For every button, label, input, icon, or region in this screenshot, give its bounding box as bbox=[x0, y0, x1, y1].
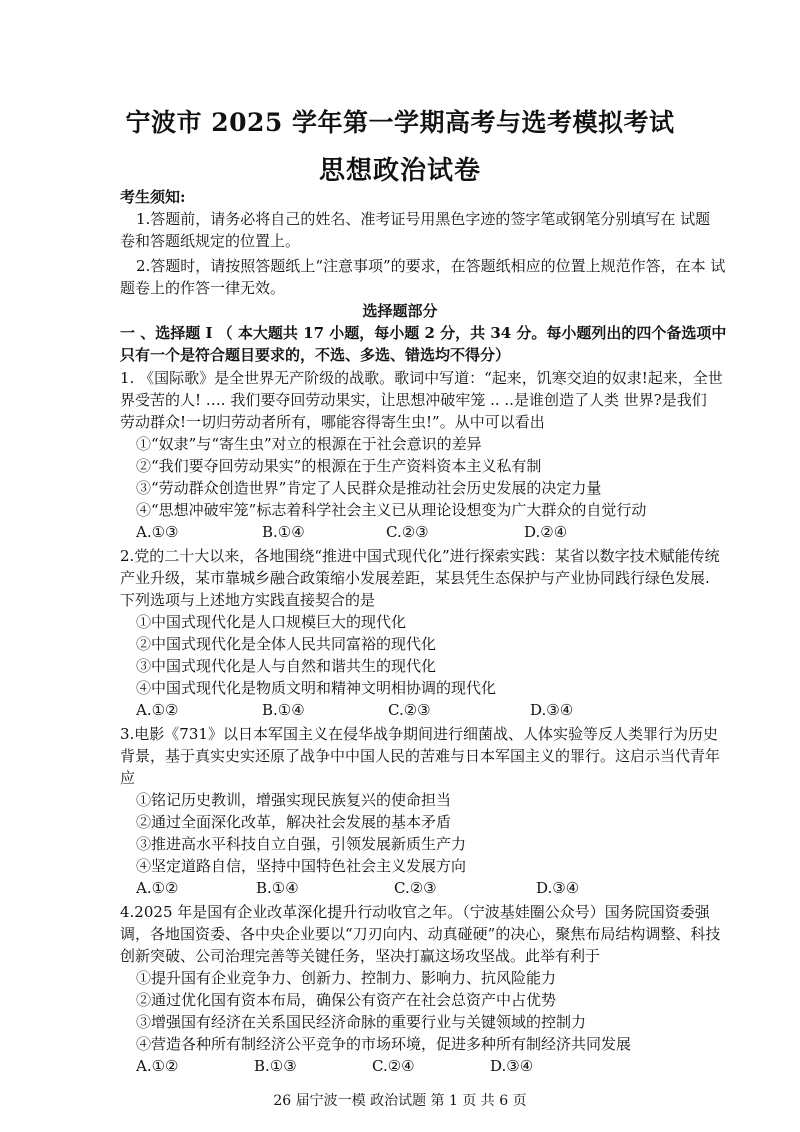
exam-subtitle: 思想政治试卷 bbox=[318, 156, 481, 186]
question-4-item: ①提升国有企业竞争力、创新力、控制力、影响力、抗风险能力 bbox=[136, 969, 557, 987]
question-2-stem: 产业升级，某市靠城乡融合政策缩小发展差距，某县凭生态保护与产业协同践行绿色发展. bbox=[120, 569, 710, 587]
option-d[interactable]: D.③④ bbox=[490, 1057, 534, 1075]
question-4-item: ④营造各种所有制经济公平竞争的市场环境，促进多种所有制经济共同发展 bbox=[136, 1035, 632, 1053]
question-2-item: ①中国式现代化是人口规模巨大的现代化 bbox=[136, 613, 407, 631]
question-1-stem: 劳动群众!一切归劳动者所有，哪能容得寄生虫!”。从中可以看出 bbox=[120, 413, 545, 431]
option-c[interactable]: C.②④ bbox=[372, 1057, 415, 1075]
question-1-stem: 1. 《国际歌》是全世界无产阶级的战歌。歌词中写道：“起来，饥寒交迫的奴隶!起来，全世 bbox=[120, 369, 723, 387]
question-4-stem: 4.2025 年是国有企业改革深化提升行动收官之年。（宁波基娃圈公众号）国务院国资委强 bbox=[120, 903, 710, 921]
question-2-stem: 下列选项与上述地方实践直接契合的是 bbox=[120, 591, 376, 609]
question-4-item: ③增强国有经济在关系国民经济命脉的重要行业与关键领域的控制力 bbox=[136, 1013, 587, 1031]
question-3-options bbox=[136, 877, 579, 899]
question-4-stem: 调，各地国资委、各中央企业要以“刀刃向内、动真碰硬”的决心，聚焦布局结构调整、科技 bbox=[120, 925, 721, 943]
question-2-item: ②中国式现代化是全体人民共同富裕的现代化 bbox=[136, 635, 437, 653]
page-footer: 26 届宁波一模 政治试题 第 1 页 共 6 页 bbox=[273, 1093, 527, 1109]
question-2-item: ④中国式现代化是物质文明和精神文明相协调的现代化 bbox=[136, 679, 497, 697]
section-instructions: 只有一个是符合题目要求的，不选、多选、错选均不得分） bbox=[120, 346, 511, 364]
option-c[interactable]: C.②③ bbox=[394, 879, 437, 897]
question-3-stem: 应 bbox=[120, 769, 136, 787]
question-4-item: ②通过优化国有资本布局，确保公有资产在社会总资产中占优势 bbox=[136, 991, 557, 1009]
question-3-item: ③推进高水平科技自立自强，引领发展新质生产力 bbox=[136, 835, 467, 853]
option-d[interactable]: D.②④ bbox=[524, 523, 568, 541]
question-4-options bbox=[136, 1055, 533, 1077]
option-a[interactable]: A.①② bbox=[136, 879, 179, 897]
question-2-item: ③中国式现代化是人与自然和谐共生的现代化 bbox=[136, 657, 437, 675]
question-1-item: ②“我们要夺回劳动果实”的根源在于生产资料资本主义私有制 bbox=[136, 457, 542, 475]
question-3-item: ④坚定道路自信，坚持中国特色社会主义发展方向 bbox=[136, 857, 467, 875]
question-1-options bbox=[136, 521, 567, 543]
question-4-stem: 创新突破、公司治理完善等关键任务，坚决打赢这场攻坚战。此举有利于 bbox=[120, 947, 601, 965]
question-1-stem: 界受苦的人! …. 我们要夺回劳动果实，让思想冲破牢笼 .. ..是谁创造了人类 世界?是我们 bbox=[120, 391, 707, 409]
option-b[interactable]: B.①④ bbox=[262, 701, 305, 719]
option-a[interactable]: A.①③ bbox=[136, 523, 179, 541]
question-3-stem: 3.电影《731》以日本军国主义在侵华战争期间进行细菌战、人体实验等反人类罪行为历史 bbox=[120, 725, 718, 743]
question-1-item: ①“奴隶”与“寄生虫”对立的根源在于社会意识的差异 bbox=[136, 435, 482, 453]
notice-line: 题卷上的作答一律无效。 bbox=[120, 279, 286, 297]
question-3-item: ②通过全面深化改革，解决社会发展的基本矛盾 bbox=[136, 813, 452, 831]
question-1-item: ④“思想冲破牢笼”标志着科学社会主义已从理论设想变为广大群众的自觉行动 bbox=[136, 501, 647, 519]
option-a[interactable]: A.①② bbox=[136, 1057, 179, 1075]
question-3-item: ①铭记历史教训，增强实现民族复兴的使命担当 bbox=[136, 791, 452, 809]
question-2-stem: 2.党的二十大以来，各地围绕“推进中国式现代化”进行探索实践：某省以数字技术赋能传统 bbox=[120, 547, 720, 565]
notice-line: 卷和答题纸规定的位置上。 bbox=[120, 232, 301, 250]
question-2-options bbox=[136, 699, 573, 721]
option-b[interactable]: B.①④ bbox=[256, 879, 299, 897]
question-3-stem: 背景，基于真实史实还原了战争中中国人民的苦难与日本军国主义的罪行。这启示当代青年 bbox=[120, 747, 721, 765]
exam-title: 宁波市 2025 学年第一学期高考与选考模拟考试 bbox=[125, 108, 675, 137]
option-d[interactable]: D.③④ bbox=[530, 701, 574, 719]
section-title: 选择题部分 bbox=[362, 302, 438, 320]
section-instructions: 一 、选择题 I （ 本大题共 17 小题，每小题 2 分，共 34 分。每小题列出的四个备选项中 bbox=[120, 324, 727, 342]
option-b[interactable]: B.①④ bbox=[262, 523, 305, 541]
notice-heading: 考生须知: bbox=[120, 188, 186, 206]
option-c[interactable]: C.②③ bbox=[386, 523, 429, 541]
notice-line: 2.答题时，请按照答题纸上“注意事项”的要求，在答题纸相应的位置上规范作答，在本 试 bbox=[136, 257, 726, 275]
option-a[interactable]: A.①② bbox=[136, 701, 179, 719]
notice-line: 1.答题前，请务必将自己的姓名、准考证号用黑色字迹的签字笔或钢笔分别填写在 试题 bbox=[136, 210, 711, 228]
option-d[interactable]: D.③④ bbox=[536, 879, 580, 897]
option-c[interactable]: C.②③ bbox=[388, 701, 431, 719]
option-b[interactable]: B.①③ bbox=[254, 1057, 297, 1075]
question-1-item: ③“劳动群众创造世界”肯定了人民群众是推动社会历史发展的决定力量 bbox=[136, 479, 602, 497]
